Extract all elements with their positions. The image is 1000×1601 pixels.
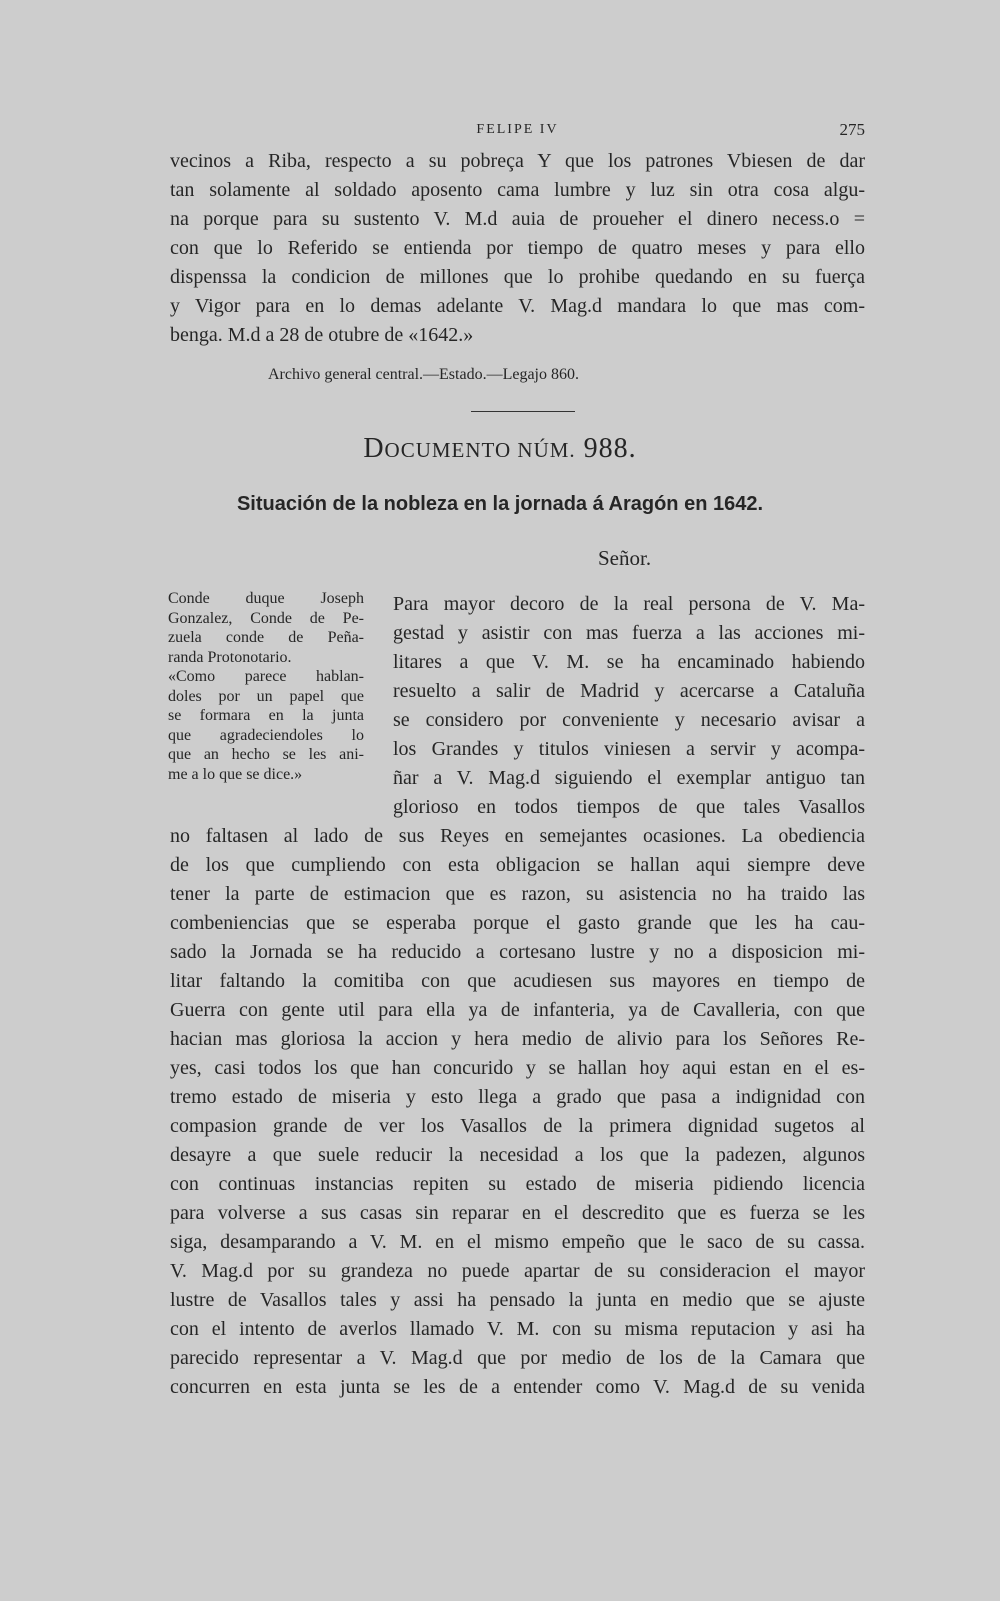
note-line: que agradeciendoles lo [168, 726, 364, 744]
text-line: desayre a que suele reducir la necesidad a los que la padezen, algunos [170, 1144, 865, 1166]
salutation: Señor. [598, 546, 652, 570]
text-line: hacian mas gloriosa la accion y hera medio de alivio para los Señores Re- [170, 1028, 865, 1050]
text-line: tremo estado de miseria y esto llega a grado que pasa a indignidad con [170, 1086, 865, 1108]
note-line: randa Protonotario. [168, 648, 292, 666]
note-line: «Como parece hablan- [168, 668, 364, 685]
text-line: Para mayor decoro de la real persona de V. Ma- [393, 593, 865, 615]
document-title: Situación de la nobleza en la jornada á Aragón en 1642. [236, 493, 764, 515]
text-line: ñar a V. Mag.d siguiendo el exemplar antiguo tan [393, 767, 865, 789]
text-line: con que lo Referido se entienda por tiempo de quatro meses y para ello [170, 237, 865, 259]
archive-reference: Archivo general central.—Estado.—Legajo 860. [268, 366, 579, 383]
text-line: y Vigor para en lo demas adelante V. Mag.d mandara lo que mas com- [170, 295, 865, 317]
text-line: sado la Jornada se ha reducido a cortesano lustre y no a disposicion mi- [170, 941, 865, 963]
note-line: Gonzalez, Conde de Pe- [168, 609, 364, 627]
text-line: benga. M.d a 28 de otubre de «1642.» [170, 324, 474, 346]
text-line: Guerra con gente util para ella ya de infanteria, ya de Cavalleria, con que [170, 999, 865, 1021]
document-heading [0, 433, 1000, 465]
note-line: se formara en la junta [168, 707, 364, 724]
text-line: litares a que V. M. se ha encaminado habiendo [393, 651, 865, 673]
text-line: yes, casi todos los que han concurido y se hallan hoy aqui estan en el es- [170, 1057, 865, 1079]
text-line: con continuas instancias repiten su estado de miseria pidiendo licencia [170, 1173, 865, 1195]
running-title: FELIPE IV [476, 122, 559, 137]
heading-small-caps: OCUMENTO NÚM. [384, 438, 576, 462]
text-line: lustre de Vasallos tales y assi ha pensado la junta en medio que se ajuste [170, 1289, 865, 1311]
note-line: me a lo que se dice.» [168, 765, 303, 783]
marginal-note [168, 589, 364, 784]
note-line: zuela conde de Peña- [168, 629, 364, 646]
text-line: resuelto a salir de Madrid y acercarse a Cataluña [393, 680, 865, 702]
text-line: con el intento de averlos llamado V. M. con su misma reputacion y asi ha [170, 1318, 865, 1340]
text-line: litar faltando la comitiba con que acudiesen sus mayores en tiempo de [170, 970, 865, 992]
text-line: concurren en esta junta se les de a entender como V. Mag.d de su venida [170, 1376, 865, 1398]
note-line: que an hecho se les ani- [168, 746, 364, 763]
text-line: combeniencias que se esperaba porque el gasto grande que les ha cau- [170, 912, 865, 934]
text-line: vecinos a Riba, respecto a su pobreça Y que los patrones Vbiesen de dar [170, 150, 865, 172]
running-head [170, 118, 865, 144]
text-line: se considero por conveniente y necesario avisar a [393, 709, 865, 731]
heading-number: 988. [575, 433, 637, 464]
text-line: gestad y asistir con mas fuerza a las acciones mi- [393, 622, 865, 644]
text-line: na porque para su sustento V. M.d auia de proueher el dinero necess.o = [170, 208, 865, 230]
page-number: 275 [839, 120, 865, 139]
text-line: compasion grande de ver los Vasallos de la primera dignidad sugetos al [170, 1115, 865, 1137]
text-line: tan solamente al soldado aposento cama lumbre y luz sin otra cosa algu- [170, 179, 865, 201]
note-line: doles por un papel que [168, 687, 364, 705]
text-line: de los que cumpliendo con esta obligacion se hallan aqui siempre deve [170, 854, 865, 876]
text-line: siga, desamparando a V. M. en el mismo empeño que le saco de su cassa. [170, 1231, 865, 1253]
text-line: dispenssa la condicion de millones que lo prohibe quedando en su fuerça [170, 266, 865, 288]
text-line: para volverse a sus casas sin reparar en el descredito que es fuerza se les [170, 1202, 865, 1224]
section-divider [471, 411, 575, 412]
text-line: tener la parte de estimacion que es razon, su asistencia no ha traido las [170, 883, 865, 905]
text-line: glorioso en todos tiempos de que tales Vasallos [393, 796, 865, 818]
text-line: los Grandes y titulos viniesen a servir y acompa- [393, 738, 865, 760]
text-line: parecido representar a V. Mag.d que por medio de los de la Camara que [170, 1347, 865, 1369]
heading-initial: D [363, 433, 385, 464]
text-line: no faltasen al lado de sus Reyes en semejantes ocasiones. La obediencia [170, 825, 865, 847]
note-line: Conde duque Joseph [168, 590, 364, 607]
text-line: V. Mag.d por su grandeza no puede apartar de su consideracion el mayor [170, 1260, 865, 1282]
